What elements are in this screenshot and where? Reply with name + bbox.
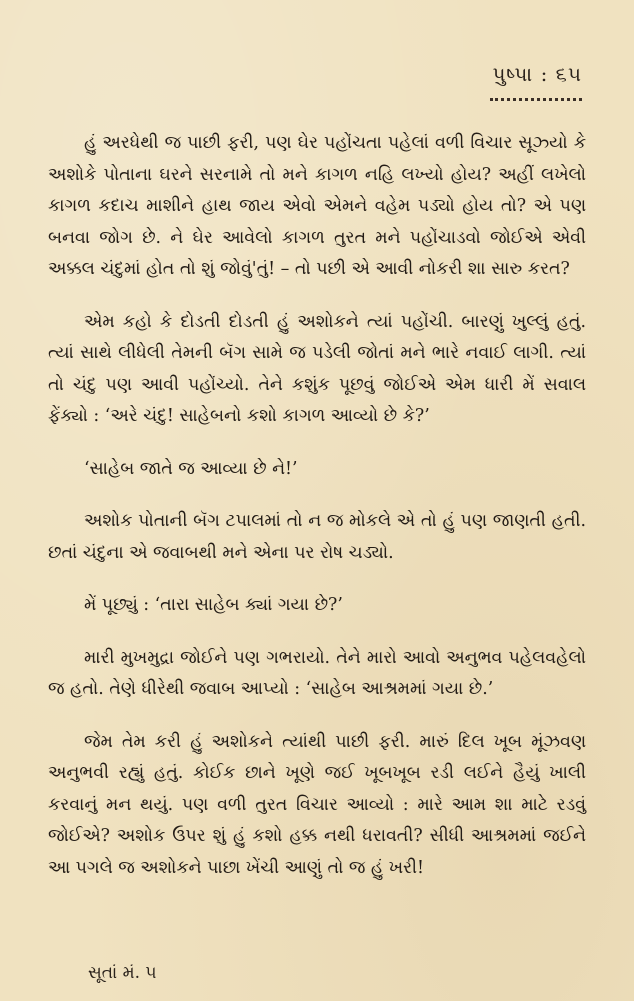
header-dotted-rule bbox=[490, 98, 582, 101]
paragraph-1: હું અરધેથી જ પાછી ફરી, પણ ઘેર પહોંચતા પહેલાં વળી વિચાર સૂઝ્યો કે અશોકે પોતાના ઘરને સરનામે તો મને કાગળ નહિ લખ્યો હોય? અહીં લખેલો કાગળ કદાચ માશીને હાથ જાય એવો એમને વહેમ પડ્યો હોય તો? એ પણ બનવા જોગ છે. ને ઘેર આવેલો કાગળ તુરત મને પહોંચાડવો જોઈએ એવી અક્કલ ચંદુમાં હોત તો શું જોવું'તું! – તો પછી એ આવી નોકરી શા સારુ કરત? bbox=[48, 133, 586, 279]
page-title: પુષ્પા : ૬૫ bbox=[492, 62, 582, 86]
paragraph-6: મારી મુખમુદ્રા જોઈને પણ ગભરાયો. તેને મારો આવો અનુભવ પહેલવહેલો જ હતો. તેણે ધીરેથી જવાબ આપ્યો : ‘સાહેબ આશ્રમમાં ગયા છે.’ bbox=[48, 647, 586, 699]
paragraph-4: અશોક પોતાની બૅગ ટપાલમાં તો ન જ મોકલે એ તો હું પણ જાણતી હતી. છતાં ચંદુના એ જવાબથી મને એના પર રોષ ચડ્યો. bbox=[48, 511, 586, 563]
signature-mark: સૂતાં મં. ૫ bbox=[88, 963, 157, 983]
paragraph-3: ‘સાહેબ જાતે જ આવ્યા છે ને!’ bbox=[84, 458, 298, 479]
running-head bbox=[490, 64, 582, 101]
paragraph-5: મેં પૂછ્યું : ‘તારા સાહેબ ક્યાં ગયા છે?’ bbox=[84, 595, 343, 615]
body-text bbox=[48, 128, 586, 905]
paragraph-2: એમ કહો કે દોડતી દોડતી હું અશોકને ત્યાં પહોંચી. બારણું ખુલ્લું હતું. ત્યાં સાથે લીધેલી તેમની બૅગ સામે જ પડેલી જોતાં મને ભારે નવાઈ લાગી. ત્યાં તો ચંદુ પણ આવી પહોંચ્યો. તેને કશુંક પૂછવું જોઈએ એમ ધારી મેં સવાલ ફેંક્યો : ‘અરે ચંદુ! સાહેબનો કશો કાગળ આવ્યો છે કે?’ bbox=[48, 311, 586, 426]
paragraph-7: જેમ તેમ કરી હું અશોકને ત્યાંથી પાછી ફરી. મારું દિલ ખૂબ મૂંઝવણ અનુભવી રહ્યું હતું. કોઈક છાને ખૂણે જઈ ખૂબખૂબ રડી લઈને હૈયું ખાલી કરવાનું મન થયું. પણ વળી તુરત વિચાર આવ્યો : મારે આમ શા માટે રડવું જોઈએ? અશોક ઉપર શું હું કશો હક્ક નથી ધરાવતી? સીધી આશ્રમમાં જઈને આ પગલે જ અશોકને પાછા ખેંચી આણું તો જ હું ખરી! bbox=[48, 731, 586, 878]
